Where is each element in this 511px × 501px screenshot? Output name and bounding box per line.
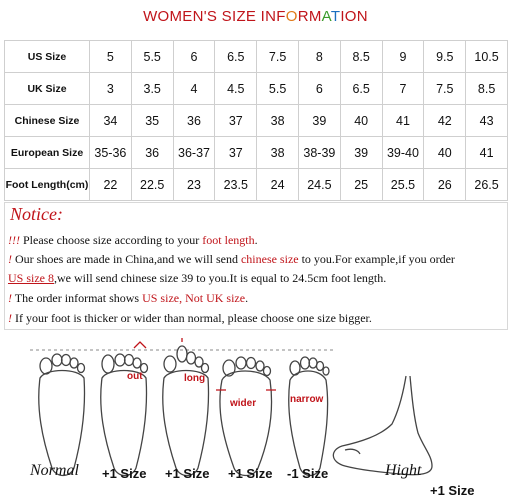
foot-shape-guide (0, 338, 511, 501)
row-header: European Size (5, 137, 90, 169)
notice-box (4, 202, 508, 330)
table-cell: 8 (298, 41, 340, 73)
table-cell: 8.5 (466, 73, 508, 105)
table-cell: 41 (382, 105, 424, 137)
notice-text: . (245, 291, 249, 305)
exclamation-mark: ! (8, 291, 12, 305)
notice-title: Notice: (10, 204, 63, 224)
out-toe-foot-icon (101, 342, 148, 476)
out-label: out (127, 371, 143, 382)
high-instep-foot-icon (333, 376, 432, 475)
size-adjust-caption: +1 Size (228, 466, 273, 481)
notice-line-5 (8, 311, 372, 326)
normal-foot-icon (39, 354, 85, 476)
table-cell: 23 (173, 169, 215, 201)
exclamation-mark: ! (8, 252, 12, 266)
row-header: US Size (5, 41, 90, 73)
row-header: Foot Length(cm) (5, 169, 90, 201)
table-cell: 41 (466, 137, 508, 169)
title-part: ION (340, 8, 368, 25)
page-title (0, 8, 511, 25)
notice-highlight: US size 8 (8, 271, 54, 285)
table-row (5, 73, 508, 105)
notice-line-4 (8, 291, 248, 306)
table-cell: 36 (131, 137, 173, 169)
narrow-foot-icon (289, 357, 329, 476)
table-cell: 6.5 (340, 73, 382, 105)
table-cell: 26 (424, 169, 466, 201)
row-header: UK Size (5, 73, 90, 105)
title-part: RM (297, 8, 322, 25)
narrow-label: narrow (290, 394, 324, 405)
notice-line-2 (8, 252, 455, 267)
table-cell: 38-39 (298, 137, 340, 169)
size-adjust-caption: +1 Size (102, 466, 147, 481)
table-cell: 9.5 (424, 41, 466, 73)
table-cell: 4.5 (215, 73, 257, 105)
size-adjust-caption: -1 Size (287, 466, 329, 481)
size-chart-table (4, 40, 508, 201)
table-row (5, 169, 508, 201)
notice-text: Our shoes are made in China,and we will send (12, 252, 241, 266)
table-cell: 7 (382, 73, 424, 105)
size-adjust-caption: +1 Size (430, 483, 475, 498)
table-cell: 40 (340, 105, 382, 137)
long-label: long (184, 373, 206, 384)
normal-caption: Normal (30, 462, 79, 479)
table-cell: 5.5 (257, 73, 299, 105)
table-cell: 43 (466, 105, 508, 137)
table-cell: 42 (424, 105, 466, 137)
table-cell: 3.5 (131, 73, 173, 105)
wide-foot-icon (216, 357, 276, 476)
table-cell: 36-37 (173, 137, 215, 169)
table-cell: 26.5 (466, 169, 508, 201)
notice-highlight: chinese size (240, 252, 299, 266)
notice-text: . (254, 233, 258, 247)
table-cell: 24.5 (298, 169, 340, 201)
notice-line-1 (8, 233, 258, 248)
long-toe-foot-icon (163, 338, 209, 476)
table-cell: 6 (298, 73, 340, 105)
table-cell: 40 (424, 137, 466, 169)
table-cell: 4 (173, 73, 215, 105)
table-cell: 7.5 (257, 41, 299, 73)
exclamation-mark: !!! (8, 233, 20, 247)
table-cell: 6 (173, 41, 215, 73)
table-cell: 22.5 (131, 169, 173, 201)
table-cell: 38 (257, 105, 299, 137)
table-cell: 37 (215, 137, 257, 169)
hight-caption: Hight (385, 462, 422, 479)
table-cell: 5.5 (131, 41, 173, 73)
notice-text: Please choose size according to your (20, 233, 203, 247)
notice-highlight: US size, Not UK size (142, 291, 246, 305)
table-cell: 35 (131, 105, 173, 137)
notice-highlight: foot length (202, 233, 255, 247)
table-cell: 23.5 (215, 169, 257, 201)
table-row (5, 105, 508, 137)
table-cell: 39-40 (382, 137, 424, 169)
title-part: WOMEN'S SIZE INF (143, 8, 286, 25)
table-cell: 25.5 (382, 169, 424, 201)
table-cell: 22 (90, 169, 132, 201)
table-cell: 10.5 (466, 41, 508, 73)
table-row (5, 137, 508, 169)
wider-label: wider (230, 398, 257, 409)
notice-text: to you.For example,if you order (298, 252, 455, 266)
size-adjust-caption: +1 Size (165, 466, 210, 481)
table-cell: 8.5 (340, 41, 382, 73)
row-header: Chinese Size (5, 105, 90, 137)
table-cell: 25 (340, 169, 382, 201)
title-part: A (321, 8, 331, 25)
notice-text: ,we will send chinese size 39 to you.It is equal to 24.5cm foot length. (54, 271, 387, 285)
table-cell: 39 (298, 105, 340, 137)
table-cell: 3 (90, 73, 132, 105)
table-cell: 36 (173, 105, 215, 137)
title-part: T (330, 8, 341, 25)
notice-line-3 (8, 271, 386, 286)
table-cell: 5 (90, 41, 132, 73)
table-row (5, 41, 508, 73)
table-cell: 6.5 (215, 41, 257, 73)
notice-text: If your foot is thicker or wider than normal, please choose one size bigger. (12, 311, 372, 325)
exclamation-mark: ! (8, 311, 12, 325)
table-cell: 37 (215, 105, 257, 137)
table-cell: 7.5 (424, 73, 466, 105)
table-cell: 38 (257, 137, 299, 169)
title-part: O (285, 8, 298, 25)
table-cell: 34 (90, 105, 132, 137)
table-cell: 24 (257, 169, 299, 201)
table-cell: 9 (382, 41, 424, 73)
table-cell: 39 (340, 137, 382, 169)
table-cell: 35-36 (90, 137, 132, 169)
notice-text: The order informat shows (12, 291, 143, 305)
